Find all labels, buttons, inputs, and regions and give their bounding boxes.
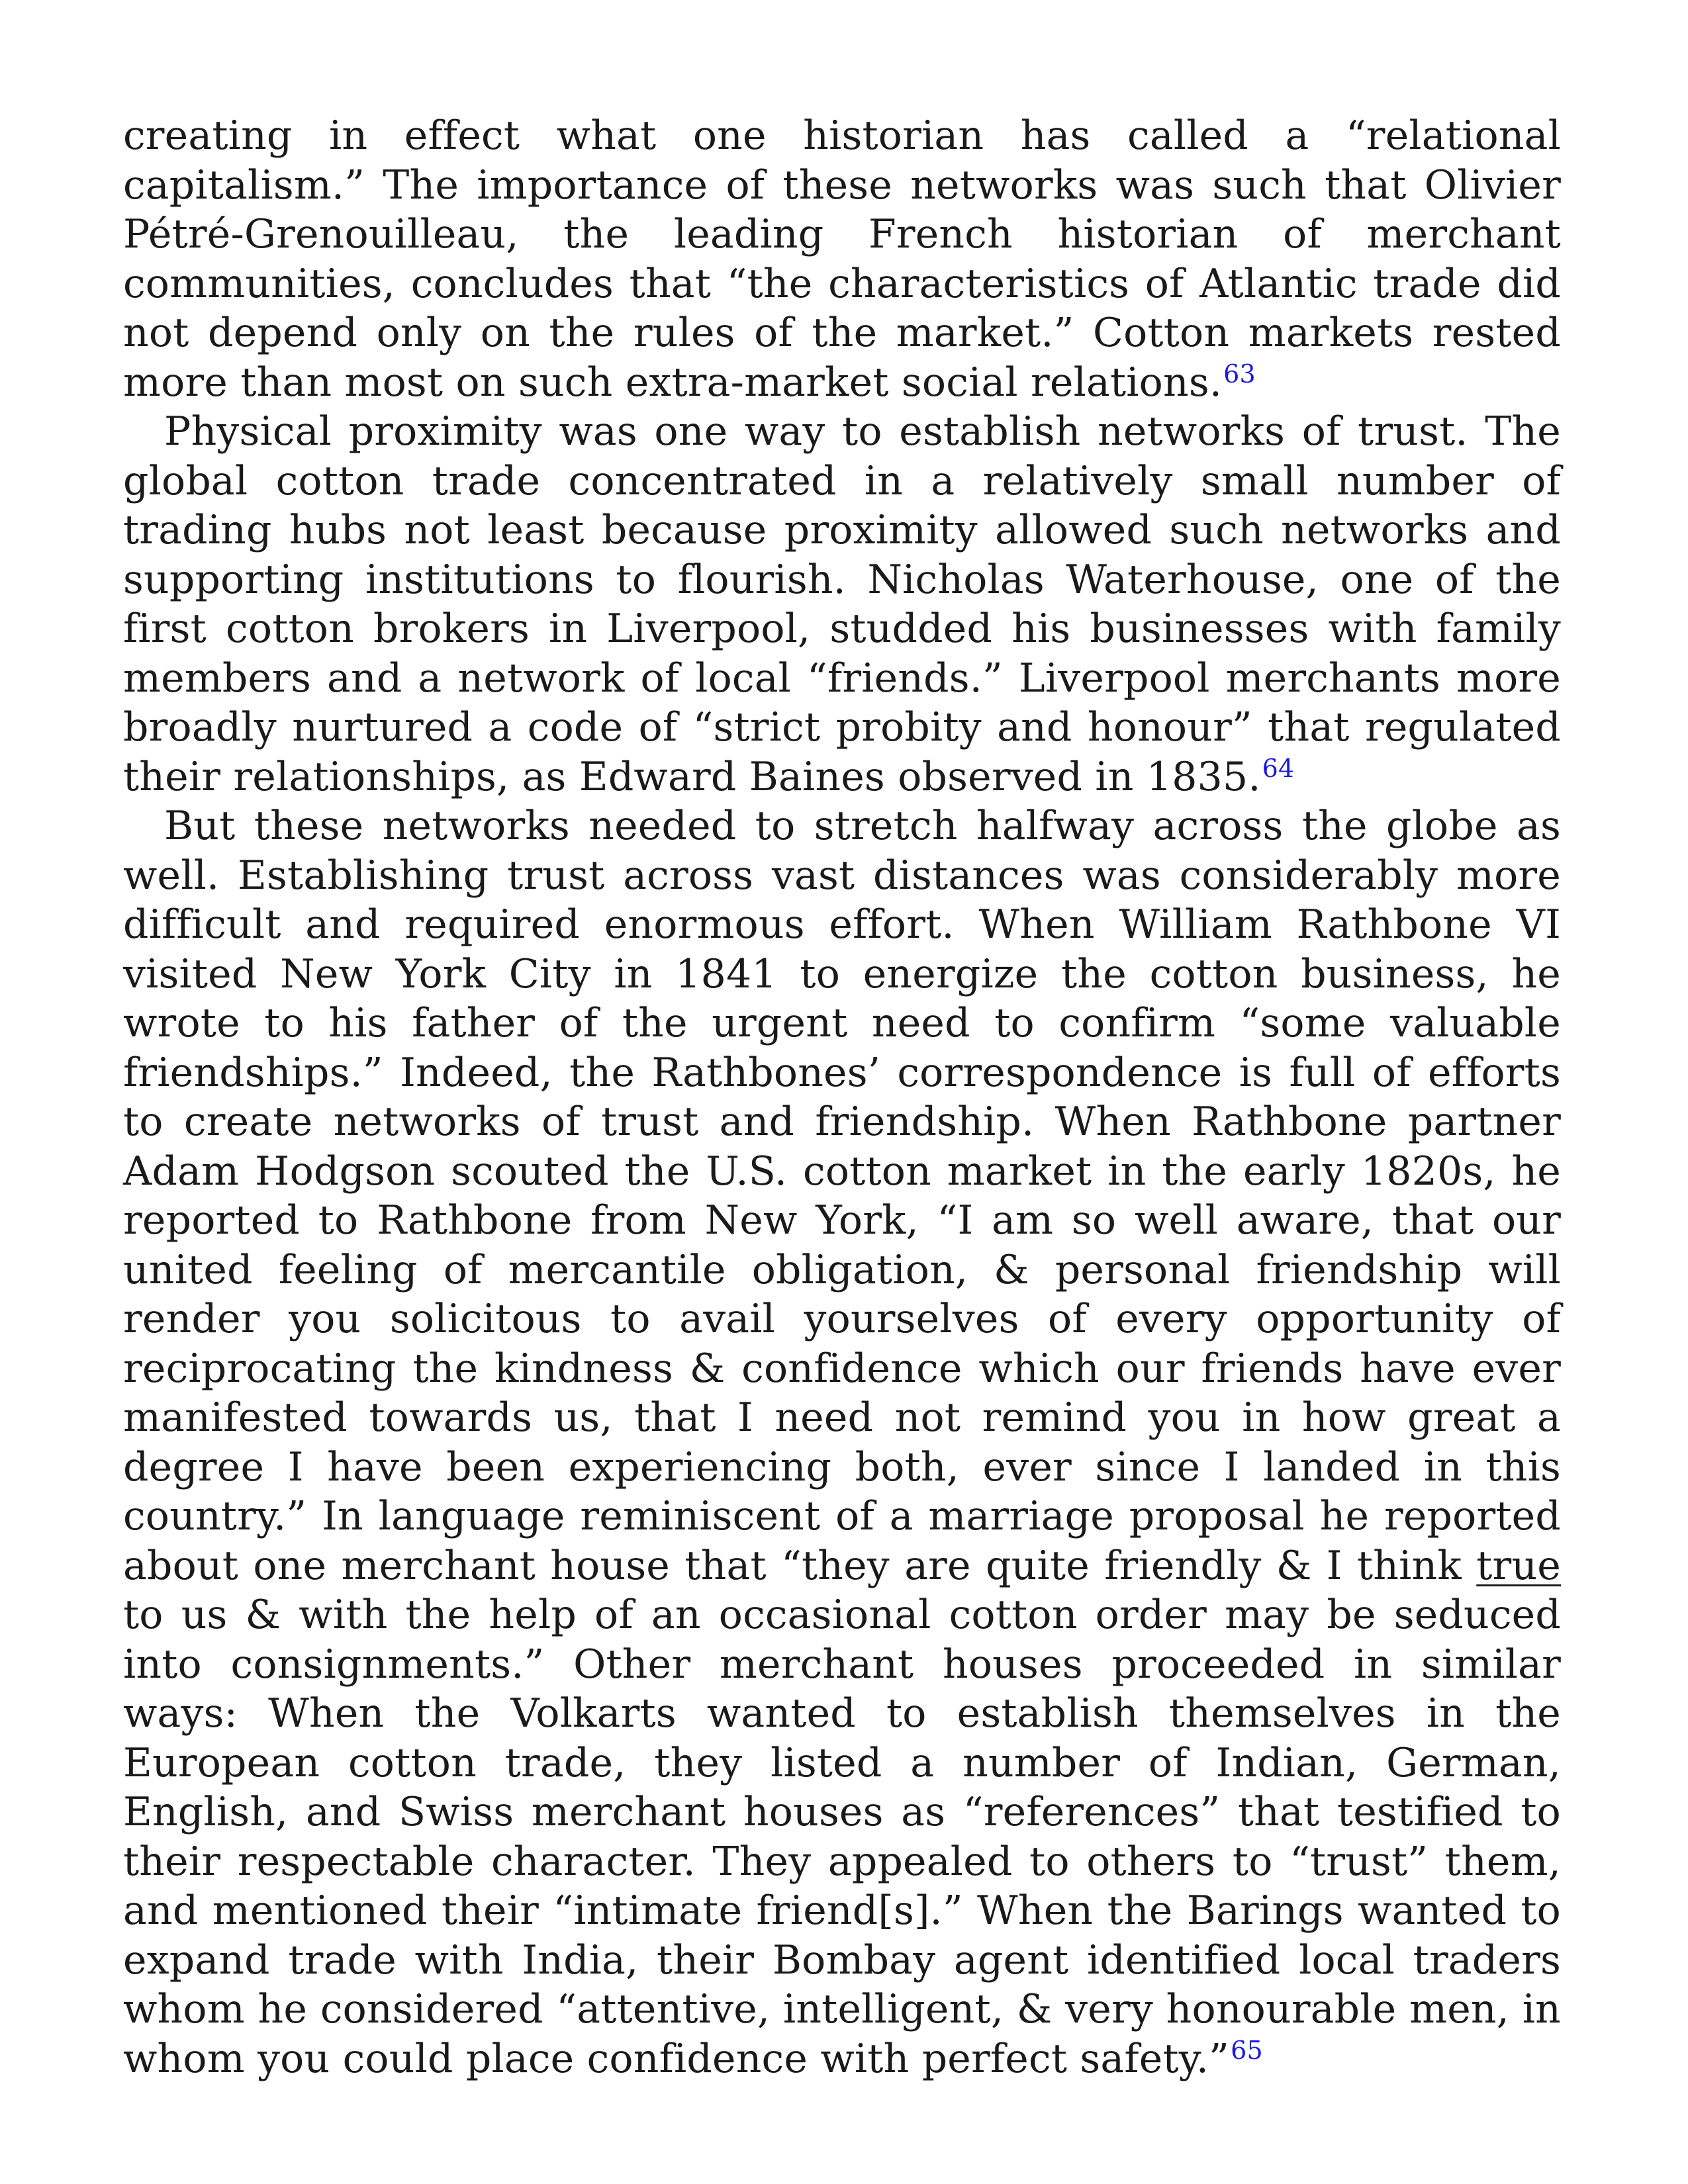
paragraph-text: Physical proximity was one way to establish networks of trust. The global cotton trade concentrated in a relatively small number of trading hubs not least because proximity allowed such networks and supporting institutions to flourish. Nicholas Waterhouse, one of the first cotton brokers in Liverpool, studded his businesses with family members and a network of local “friends.” Liverpool merchants more broadly nurtured a code of “strict probity and honour” that regulated their relationships, as Edward Baines observed in 1835. (123, 408, 1561, 800)
paragraph-text: But these networks needed to stretch halfway across the globe as well. Establishing trust across vast distances was considerably more difficult and required enormous effort. When William Rathbone VI visited New York City in 1841 to energize the cotton business, he wrote to his father of the urgent need to confirm “some valuable friendships.” Indeed, the Rathbones’ correspondence is full of efforts to create networks of trust and friendship. When Rathbone partner Adam Hodgson scouted the U.S. cotton market in the early 1820s, he reported to Rathbone from New York, “I am so well aware, that our united feeling of mercantile obligation, & personal friendship will render you solicitous to avail yourselves of every opportunity of reciprocating the kindness & confidence which our friends have ever manifested towards us, that I need not remind you in how great a degree I have been experiencing both, ever since I landed in this country.” In language reminiscent of a marriage proposal he reported about one merchant house that “they are quite friendly & I think (123, 803, 1561, 1589)
footnote-link-65[interactable]: 65 (1231, 2035, 1263, 2065)
paragraph-text: creating in effect what one historian has called a “relational capitalism.” The importance of these networks was such that Olivier Pétré-Grenouilleau, the leading French historian of merchant communities, concludes that “the characteristics of Atlantic trade did not depend only on the rules of the market.” Cotton markets rested more than most on such extra-market social relations. (123, 113, 1561, 406)
paragraph-2 (123, 407, 1561, 801)
paragraph-1 (123, 111, 1561, 407)
paragraph-3 (123, 801, 1561, 2083)
footnote-link-64[interactable]: 64 (1262, 753, 1295, 783)
underlined-word: true (1476, 1542, 1561, 1589)
paragraph-text: to us & with the help of an occasional cotton order may be seduced into consignments.” Other merchant houses proceeded in similar ways: When the Volkarts wanted to establish themselves in the European cotton trade, they listed a number of Indian, German, English, and Swiss merchant houses as “references” that testified to their respectable character. They appealed to others to “trust” them, and mentioned their “intimate friend[s].” When the Barings wanted to expand trade with India, their Bombay agent identified local traders whom he considered “attentive, intelligent, & very honourable men, in whom you could place confidence with perfect safety.” (123, 1592, 1561, 2082)
footnote-link-63[interactable]: 63 (1223, 359, 1256, 388)
page-body (123, 111, 1561, 2083)
